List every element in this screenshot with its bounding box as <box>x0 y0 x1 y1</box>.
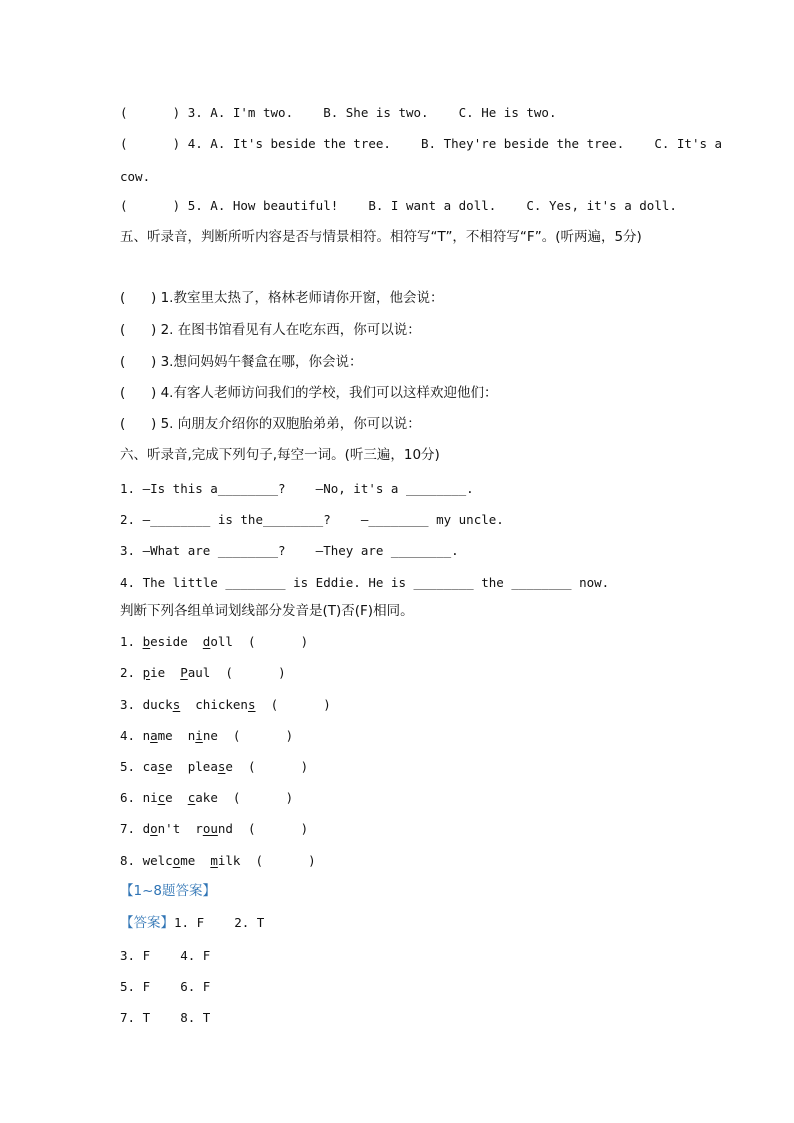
answer-blank: ( ) <box>270 697 331 712</box>
item-number: 7. <box>120 821 143 836</box>
word-1-part: e <box>165 790 188 805</box>
section5-item-1: ( ) 1.教室里太热了，格林老师请你开窗，他会说： <box>120 290 444 306</box>
section6-item-4: 4. The little ________ is Eddie. He is ________ the ________ now. <box>120 575 610 590</box>
answer-blank: ( ) <box>247 759 309 774</box>
item-number: 6. <box>120 790 143 805</box>
answer-row-4: 7. T 8. T <box>120 1010 211 1025</box>
section6-item-3: 3. —What are ________? —They are ________. <box>120 543 459 558</box>
section5-item-2: ( ) 2. 在图书馆看见有人在吃东西，你可以说： <box>120 322 421 338</box>
section6-item-2: 2. —________ is the________? —________ my uncle. <box>120 512 504 527</box>
phonics-item <box>120 697 331 713</box>
question-3: ( ) 3. A. I'm two. B. She is two. C. He is two. <box>120 105 557 120</box>
word-1-underlined: o <box>150 821 158 836</box>
word-1-part: eside <box>150 634 203 649</box>
word-2-underlined: s <box>247 697 256 712</box>
word-1-part: e <box>165 759 188 774</box>
word-2-part: e <box>225 759 248 774</box>
word-1-part <box>180 697 195 712</box>
word-2-part: ne <box>202 728 233 743</box>
word-1-part: ie <box>150 665 181 680</box>
answer-label: 【答案】 <box>120 915 174 931</box>
answer-blank: ( ) <box>232 728 294 743</box>
word-2-part <box>256 697 271 712</box>
word-1-part: welc <box>142 853 173 868</box>
word-2-part: n <box>187 728 196 743</box>
word-2-part: chicken <box>195 697 248 712</box>
section5-item-3: ( ) 3.想问妈妈午餐盒在哪，你会说： <box>120 354 363 370</box>
section6-item-1: 1. —Is this a________? —No, it's a ________. <box>120 481 474 496</box>
word-1-underlined: b <box>142 634 151 649</box>
word-2-underlined: m <box>210 853 218 868</box>
section6-heading: 六、听录音,完成下列句子,每空一词。(听三遍，10分) <box>120 447 440 463</box>
word-2-underlined: c <box>187 790 196 805</box>
word-1-underlined: a <box>150 728 158 743</box>
answer-blank: ( ) <box>247 821 309 836</box>
word-1-part: me <box>157 728 188 743</box>
answer-values-1: 1. F 2. T <box>174 915 265 930</box>
answer-title: 【1~8题答案】 <box>120 883 216 899</box>
word-2-part: ake <box>195 790 233 805</box>
item-number: 4. <box>120 728 143 743</box>
word-1-part: n't <box>157 821 196 836</box>
item-number: 1. <box>120 634 143 649</box>
question-4-continued: cow. <box>120 169 151 184</box>
word-1-part: ca <box>142 759 158 774</box>
word-1-underlined: s <box>172 697 181 712</box>
word-1-underlined: p <box>142 665 151 680</box>
section5-item-5: ( ) 5. 向朋友介绍你的双胞胎弟弟，你可以说： <box>120 416 421 432</box>
word-2-underlined: i <box>195 728 203 743</box>
word-2-part: aul <box>187 665 226 680</box>
word-2-underlined: P <box>180 665 188 680</box>
word-1-part: d <box>142 821 151 836</box>
word-2-part: r <box>195 821 203 836</box>
phonics-item <box>120 665 286 681</box>
word-1-underlined: o <box>172 853 181 868</box>
word-2-part: plea <box>187 759 218 774</box>
answer-row-1 <box>120 915 264 931</box>
question-5: ( ) 5. A. How beautiful! B. I want a doll. C. Yes, it's a doll. <box>120 198 677 213</box>
section5-heading: 五、听录音，判断所听内容是否与情景相符。相符写“T”，不相符写“F”。(听两遍，5分) <box>120 229 642 245</box>
phonics-item <box>120 759 308 775</box>
word-1-part: n <box>142 728 151 743</box>
item-number: 2. <box>120 665 143 680</box>
word-1-part: duck <box>142 697 173 712</box>
item-number: 8. <box>120 853 143 868</box>
phonics-item <box>120 853 316 869</box>
phonics-item <box>120 728 293 744</box>
answer-row-3: 5. F 6. F <box>120 979 211 994</box>
item-number: 5. <box>120 759 143 774</box>
section5-item-4: ( ) 4.有客人老师访问我们的学校，我们可以这样欢迎他们： <box>120 385 498 401</box>
word-1-part: me <box>180 853 211 868</box>
answer-blank: ( ) <box>232 790 294 805</box>
word-1-underlined: s <box>157 759 166 774</box>
word-2-underlined: s <box>217 759 226 774</box>
word-2-underlined: d <box>202 634 211 649</box>
phonics-item <box>120 634 308 650</box>
phonics-item <box>120 821 308 837</box>
word-2-part: nd <box>217 821 248 836</box>
word-1-underlined: c <box>157 790 166 805</box>
word-2-underlined: ou <box>202 821 218 836</box>
phonics-heading: 判断下列各组单词划线部分发音是(T)否(F)相同。 <box>120 603 414 619</box>
word-2-part: ilk <box>217 853 256 868</box>
answer-blank: ( ) <box>225 665 286 680</box>
phonics-item <box>120 790 293 806</box>
answer-blank: ( ) <box>247 634 309 649</box>
word-1-part: ni <box>142 790 158 805</box>
answer-row-2: 3. F 4. F <box>120 948 211 963</box>
word-2-part: oll <box>210 634 248 649</box>
question-4: ( ) 4. A. It's beside the tree. B. They're beside the tree. C. It's a <box>120 136 723 151</box>
item-number: 3. <box>120 697 143 712</box>
answer-blank: ( ) <box>255 853 316 868</box>
